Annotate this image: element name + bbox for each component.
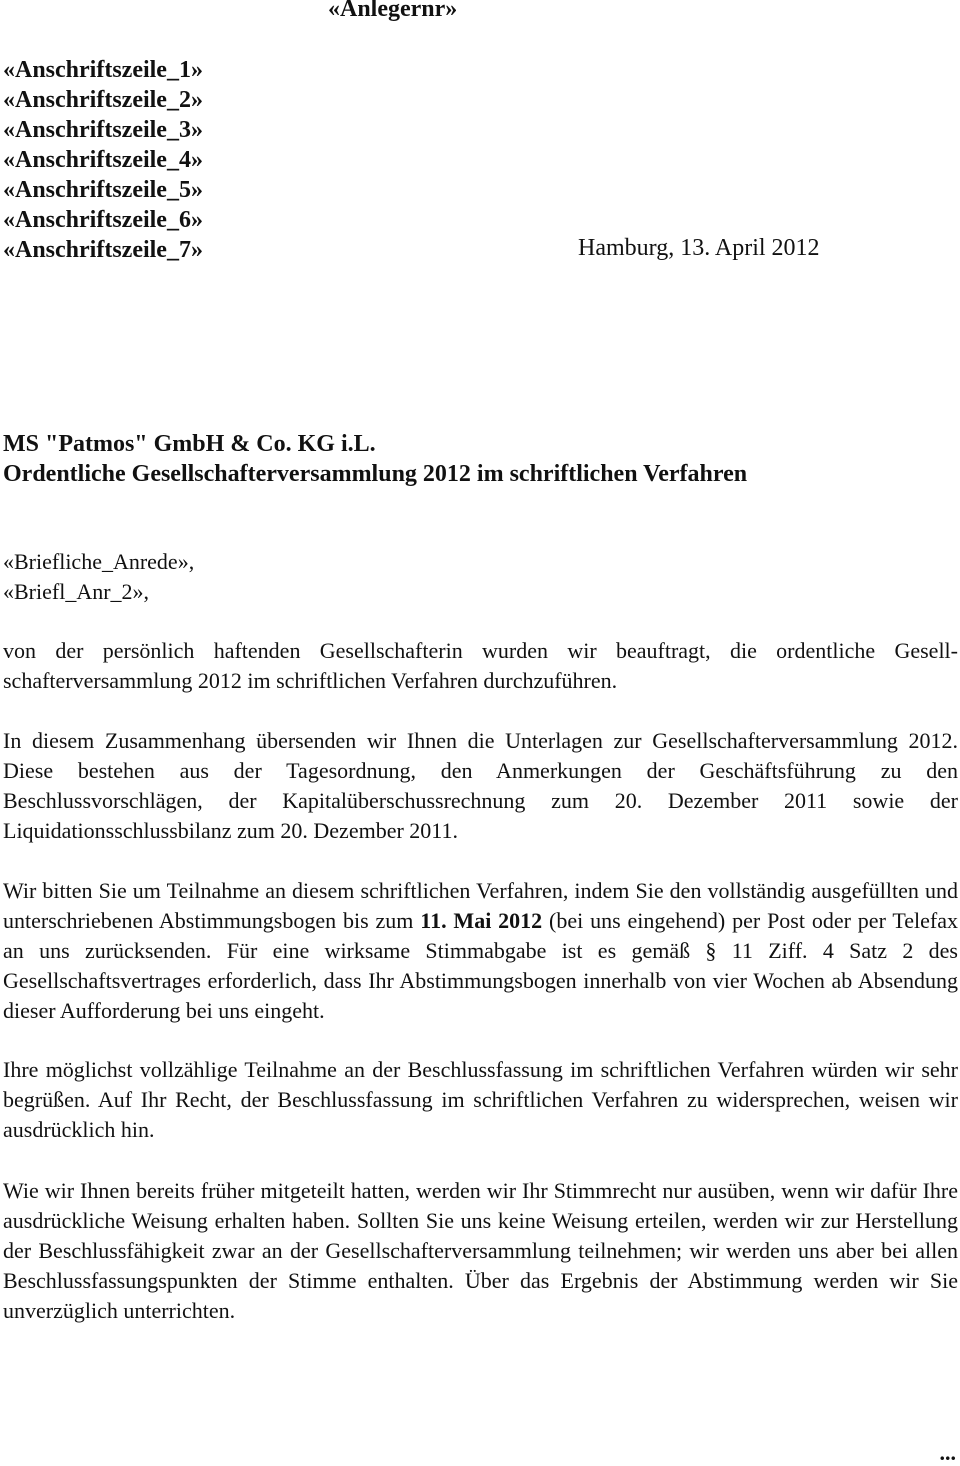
investor-number-field: «Anlegernr» — [328, 0, 458, 22]
subject-block — [3, 429, 747, 489]
deadline-date: 11. Mai 2012 — [420, 908, 543, 933]
address-line-4: «Anschriftszeile_4» — [3, 147, 203, 173]
letter-date: Hamburg, 13. April 2012 — [578, 235, 820, 261]
salutation-line-1: «Briefliche_Anrede», — [3, 549, 195, 574]
address-line-2: «Anschriftszeile_2» — [3, 87, 203, 113]
paragraph-3 — [3, 876, 958, 1026]
address-line-7: «Anschriftszeile_7» — [3, 237, 203, 263]
paragraph-1: von der persönlich haftenden Gesellschafterin wurden wir beauftragt, die ordentliche Gesellschafterversammlung 2012 im schriftlichen Verfahren durchzuführen. — [3, 638, 958, 693]
continuation-marker: ... — [939, 1440, 956, 1465]
address-line-5: «Anschriftszeile_5» — [3, 177, 203, 203]
paragraph-2: In diesem Zusammenhang übersenden wir Ihnen die Unterlagen zur Gesellschafterversammlung 2012. Diese bestehen aus der Tagesordnung, den Anmerkungen der Geschäftsführung zu den Beschlussvorschlägen, der Kapitalüberschussrechnung zum 20. Dezember 2011 sowie der Liquidationsschlussbilanz zum 20. Dezember 2011. — [3, 728, 958, 843]
subject-company: MS "Patmos" GmbH & Co. KG i.L. — [3, 431, 376, 457]
subject-title: Ordentliche Gesellschafterversammlung 2012 im schriftlichen Verfahren — [3, 461, 748, 487]
paragraph-4: Ihre möglichst vollzählige Teilnahme an der Beschlussfassung im schriftlichen Verfahren würden wir sehr begrüßen. Auf Ihr Recht, der Beschlussfassung im schriftlichen Verfahren zu widersprechen, weisen wir ausdrücklich hin. — [3, 1057, 958, 1142]
paragraph-3-part-b: (bei uns eingehend) per Post oder per Telefax an uns zurücksenden. Für eine wirksame Stimmabgabe ist es gemäß § 11 Ziff. 4 Satz 2 des Gesellschaftsvertrages erforderlich, dass Ihr Abstimmungsbogen innerhalb von vier Wochen ab Absendung dieser Aufforderung bei uns eingeht. — [3, 908, 958, 1023]
address-line-3: «Anschriftszeile_3» — [3, 117, 203, 143]
salutation-line-2: «Briefl_Anr_2», — [3, 579, 150, 604]
address-block — [3, 55, 203, 265]
address-line-1: «Anschriftszeile_1» — [3, 57, 203, 83]
paragraph-3-part-a: Wir bitten Sie um Teilnahme an diesem schriftlichen Verfahren, indem Sie den vollständig ausgefüllten und unterschriebenen Abstimmungsbogen bis zum — [3, 878, 958, 933]
paragraph-5: Wie wir Ihnen bereits früher mitgeteilt hatten, werden wir Ihr Stimmrecht nur ausüben, wenn wir dafür Ihre ausdrückliche Weisung erhalten haben. Sollten Sie uns keine Weisung erteilen, werden wir zur Herstellung der Beschlussfähigkeit zwar an der Gesellschafterversammlung teilnehmen; wir werden uns aber bei allen Beschlussfassungspunkten der Stimme enthalten. Über das Ergebnis der Abstimmung werden wir Sie unverzüglich unterrichten. — [3, 1178, 958, 1323]
address-line-6: «Anschriftszeile_6» — [3, 207, 203, 233]
salutation-block — [3, 547, 194, 607]
